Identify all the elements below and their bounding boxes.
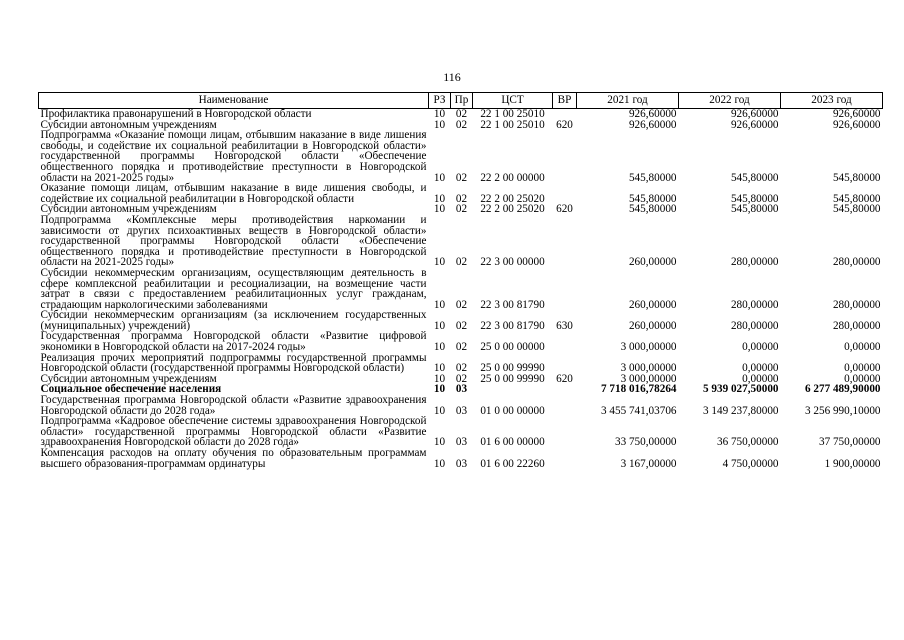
- cell-name: Подпрограмма «Комплексные меры противодействия наркомании и зависимости от других психоактивных веществ в Новгородской области» государственной программы Новгородской области «Обеспечение общественного порядка и противодействие преступности в Новгородской области на 2021-2025 годы»: [40, 213, 427, 269]
- cell-y2022: 0,00000: [742, 362, 779, 375]
- cell-rz: 10: [433, 436, 446, 449]
- cell-pr: 02: [455, 256, 468, 269]
- cell-pr: 02: [455, 192, 468, 205]
- cell-y2023: 926,60000: [832, 118, 881, 131]
- cell-y2021: 545,80000: [628, 203, 677, 216]
- cell-y2021: 260,00000: [628, 256, 677, 269]
- cell-cst: 22 2 00 00000: [480, 171, 545, 184]
- cell-vr: [553, 353, 577, 374]
- cell-name: Государственная программа Новгородской области «Развитие здравоохранения Новгородской области до 2028 года»: [40, 394, 427, 417]
- cell-y2022: 5 939 027,50000: [702, 383, 779, 396]
- cell-rz: 10: [433, 203, 446, 216]
- cell-rz: 10: [433, 341, 446, 354]
- cell-rz: 10: [433, 118, 446, 131]
- cell-y2022: 545,80000: [730, 203, 779, 216]
- cell-y2023: 280,00000: [832, 319, 881, 332]
- cell-rz: 10: [433, 319, 446, 332]
- cell-y2023: 0,00000: [844, 341, 881, 354]
- table-row: [39, 268, 883, 310]
- cell-name: Субсидии автономным учреждениям: [40, 372, 217, 385]
- cell-y2022: 926,60000: [730, 108, 779, 120]
- table-row: [39, 215, 883, 268]
- col-header-rz: РЗ: [429, 93, 451, 109]
- cell-name: Субсидии автономным учреждениям: [40, 118, 217, 131]
- cell-vr: [553, 183, 577, 204]
- cell-rz: 10: [433, 383, 446, 396]
- cell-pr: 02: [455, 372, 468, 385]
- cell-pr: 02: [455, 203, 468, 216]
- cell-y2021: 926,60000: [628, 108, 677, 120]
- cell-y2022: 280,00000: [730, 298, 779, 311]
- cell-y2021: 926,60000: [628, 118, 677, 131]
- cell-rz: 10: [433, 362, 446, 375]
- cell-cst: 22 2 00 25020: [480, 192, 545, 205]
- col-header-cst: ЦСТ: [473, 93, 553, 109]
- cell-cst: 25 0 00 99990: [480, 372, 545, 385]
- cell-y2022: 4 750,00000: [722, 457, 779, 470]
- cell-vr: [553, 416, 577, 448]
- page-number: 116: [443, 70, 461, 84]
- cell-y2022: 36 750,00000: [716, 436, 779, 449]
- cell-y2023: 545,80000: [832, 203, 881, 216]
- cell-y2022: 280,00000: [730, 256, 779, 269]
- cell-y2022: 926,60000: [730, 118, 779, 131]
- col-header-name: Наименование: [39, 93, 429, 109]
- table-row: [39, 395, 883, 416]
- cell-y2023: 3 256 990,10000: [804, 404, 881, 417]
- cell-y2023: 1 900,00000: [824, 457, 881, 470]
- cell-y2022: 280,00000: [730, 319, 779, 332]
- cell-pr: 03: [455, 436, 468, 449]
- cell-rz: 10: [433, 192, 446, 205]
- cell-cst: 22 1 00 25010: [480, 108, 545, 120]
- cell-y2023: 0,00000: [844, 372, 881, 385]
- cell-y2021: 3 000,00000: [620, 362, 677, 375]
- cell-cst: 01 6 00 22260: [480, 457, 545, 470]
- cell-y2021: 3 000,00000: [620, 341, 677, 354]
- table-row: [39, 448, 883, 469]
- cell-cst: 22 1 00 25010: [480, 118, 545, 131]
- cell-cst: [473, 384, 553, 395]
- cell-cst: 22 3 00 00000: [480, 256, 545, 269]
- cell-y2023: 545,80000: [832, 192, 881, 205]
- cell-y2021: 545,80000: [628, 192, 677, 205]
- cell-name: Государственная программа Новгородской области «Развитие цифровой экономики в Новгородской области на 2017-2024 годы»: [40, 330, 427, 354]
- cell-y2021: 3 455 741,03706: [600, 404, 677, 417]
- cell-vr: 620: [556, 203, 573, 216]
- cell-name: Подпрограмма «Кадровое обеспечение системы здравоохранения Новгородской области» государственной программы Новгородской области «Развитие здравоохранения Новгородской области до 2028 года»: [40, 415, 427, 449]
- cell-rz: 10: [433, 108, 446, 120]
- table-header-row: [39, 93, 883, 109]
- cell-y2021: 3 167,00000: [620, 457, 677, 470]
- cell-rz: 10: [433, 256, 446, 269]
- cell-pr: 03: [455, 457, 468, 470]
- cell-pr: 02: [455, 171, 468, 184]
- table-row: [39, 310, 883, 331]
- cell-y2023: 37 750,00000: [818, 436, 881, 449]
- cell-y2022: 0,00000: [742, 341, 779, 354]
- cell-rz: 10: [433, 457, 446, 470]
- cell-cst: 01 0 00 00000: [480, 404, 545, 417]
- col-header-2023: 2023 год: [781, 93, 883, 109]
- cell-rz: 10: [433, 372, 446, 385]
- cell-y2021: 3 000,00000: [620, 372, 677, 385]
- col-header-vr: ВР: [553, 93, 577, 109]
- cell-name: Субсидии некоммерческим организациям (за исключением государственных (муниципальных) учреждений): [40, 309, 427, 332]
- cell-vr: 620: [556, 118, 573, 131]
- cell-vr: [553, 215, 577, 268]
- cell-pr: 02: [455, 341, 468, 354]
- table-row: [39, 130, 883, 183]
- col-header-2021: 2021 год: [577, 93, 679, 109]
- cell-vr: [553, 395, 577, 416]
- table-row: [39, 109, 883, 120]
- cell-vr: [553, 268, 577, 310]
- cell-rz: 10: [433, 404, 446, 417]
- cell-cst: 25 0 00 00000: [480, 341, 545, 354]
- cell-cst: 22 3 00 81790: [480, 298, 545, 311]
- cell-cst: 25 0 00 99990: [480, 362, 545, 375]
- cell-y2023: 0,00000: [844, 362, 881, 375]
- cell-pr: 02: [455, 118, 468, 131]
- table-row: [39, 353, 883, 374]
- cell-y2021: 260,00000: [628, 319, 677, 332]
- cell-y2023: 6 277 489,90000: [804, 383, 881, 396]
- table-row: [39, 416, 883, 448]
- cell-vr: [553, 448, 577, 469]
- cell-vr: [553, 130, 577, 183]
- cell-pr: 03: [455, 404, 468, 417]
- cell-name: Подпрограмма «Оказание помощи лицам, отбывшим наказание в виде лишения свободы, и содействие их социальной реабилитации в Новгородской области» государственной программы Новгородской области «Обеспечение общественного порядка и противодействие преступности в Новгородской области на 2021-2025 годы»: [40, 129, 427, 184]
- cell-name: Субсидии автономным учреждениям: [40, 203, 217, 216]
- cell-y2021: 260,00000: [628, 298, 677, 311]
- col-header-pr: Пр: [451, 93, 473, 109]
- cell-cst: 22 2 00 25020: [480, 203, 545, 216]
- cell-y2023: 926,60000: [832, 108, 881, 120]
- cell-pr: 02: [455, 298, 468, 311]
- cell-rz: 10: [433, 171, 446, 184]
- cell-pr: 02: [455, 362, 468, 375]
- cell-vr: 620: [556, 372, 573, 385]
- cell-y2022: 545,80000: [730, 171, 779, 184]
- cell-name: Реализация прочих мероприятий подпрограммы государственной программы Новгородской области (государственной программы Новгородской области): [40, 351, 427, 375]
- cell-name: Социальное обеспечение населения: [40, 383, 222, 396]
- cell-y2021: 545,80000: [628, 171, 677, 184]
- cell-vr: 630: [556, 319, 573, 332]
- cell-cst: 01 6 00 00000: [480, 436, 545, 449]
- cell-vr: [553, 384, 577, 395]
- cell-vr: [553, 331, 577, 352]
- cell-name: Оказание помощи лицам, отбывшим наказание в виде лишения свободы, и содействие их социальной реабилитации в Новгородской области: [40, 182, 427, 205]
- cell-y2021: 33 750,00000: [614, 436, 677, 449]
- cell-pr: 02: [455, 319, 468, 332]
- cell-vr: [553, 109, 577, 120]
- cell-y2022: 0,00000: [742, 372, 779, 385]
- cell-y2023: 280,00000: [832, 298, 881, 311]
- cell-name: Субсидии некоммерческим организациям, осуществляющим деятельность в сфере комплексной реабилитации и ресоциализации, на возмещение части затрат в связи с предоставлением реабилитационных услуг гражданам, страдающим наркологическими заболеваниями: [40, 266, 427, 311]
- cell-y2022: 3 149 237,80000: [702, 404, 779, 417]
- table-row: [39, 183, 883, 204]
- cell-name: Компенсация расходов на оплату обучения по образовательным программам высшего образования-программам ординатуры: [40, 447, 427, 470]
- cell-y2022: 545,80000: [730, 192, 779, 205]
- cell-cst: 22 3 00 81790: [480, 319, 545, 332]
- table-row: [39, 331, 883, 352]
- cell-pr: 03: [455, 383, 468, 396]
- cell-y2023: 280,00000: [832, 256, 881, 269]
- cell-rz: 10: [433, 298, 446, 311]
- cell-y2023: 545,80000: [832, 171, 881, 184]
- budget-table: [38, 92, 883, 469]
- cell-name: Профилактика правонарушений в Новгородской области: [40, 108, 312, 120]
- col-header-2022: 2022 год: [679, 93, 781, 109]
- cell-pr: 02: [455, 108, 468, 120]
- cell-y2021: 7 718 016,78264: [600, 383, 677, 396]
